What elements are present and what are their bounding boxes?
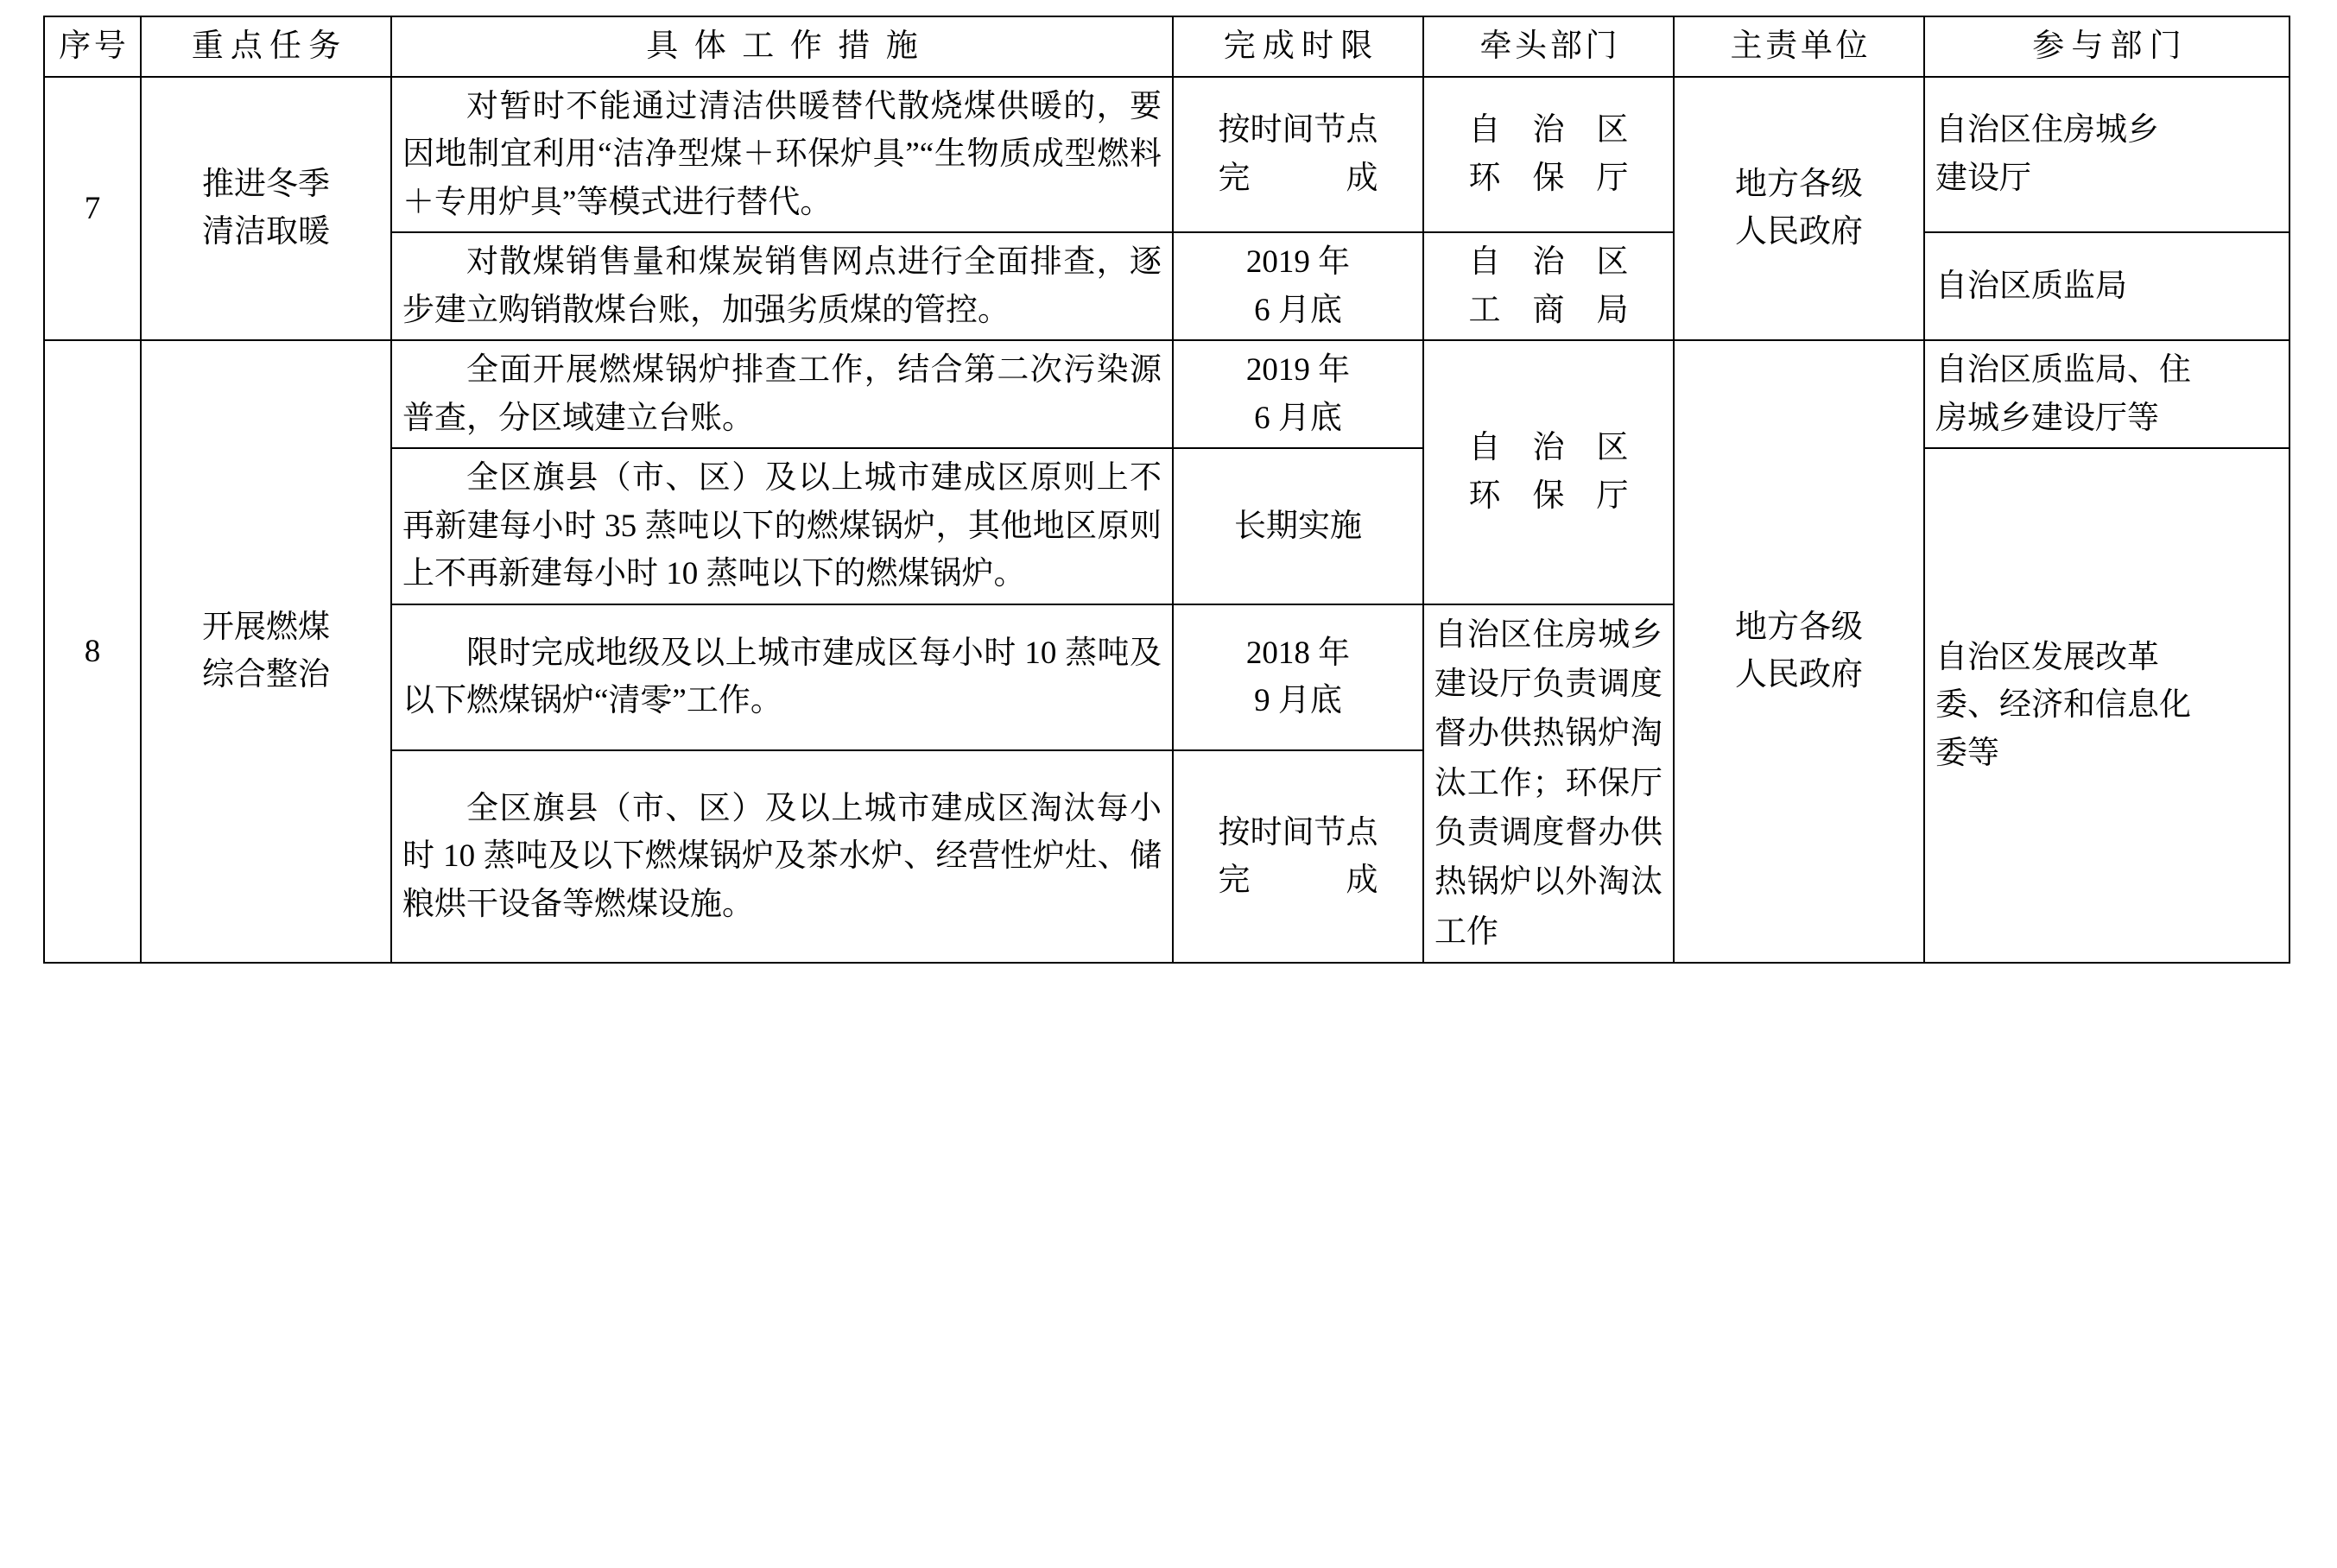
row8-sub1-deadline-line1: 2019 年 bbox=[1245, 352, 1351, 388]
policy-measures-table bbox=[43, 16, 2290, 964]
row7-seq: 7 bbox=[44, 77, 141, 341]
row8-sub3-deadline bbox=[1173, 604, 1423, 751]
row8-sub4-deadline-line1: 按时间节点 bbox=[1218, 814, 1378, 850]
table-body bbox=[44, 77, 2290, 963]
row8-resp-line1: 地方各级 bbox=[1735, 609, 1863, 645]
row8-lead-line2: 环 保 厅 bbox=[1468, 477, 1629, 514]
row7-responsible-unit bbox=[1674, 77, 1924, 341]
row7-sub1-lead-line1: 自 治 区 bbox=[1468, 112, 1629, 149]
table-row bbox=[44, 340, 2290, 448]
row7-resp-line1: 地方各级 bbox=[1735, 166, 1863, 202]
row8-sub1-participating bbox=[1924, 340, 2290, 448]
row8-resp-line2: 人民政府 bbox=[1735, 657, 1863, 693]
row8-participating-group bbox=[1924, 448, 2290, 963]
header-deadline: 完成时限 bbox=[1173, 16, 1423, 77]
row7-sub1-deadline-line1: 按时间节点 bbox=[1218, 112, 1378, 149]
row8-sub1-measure: 全面开展燃煤锅炉排查工作，结合第二次污染源普查，分区域建立台账。 bbox=[391, 340, 1173, 448]
row7-sub2-measure: 对散煤销售量和煤炭销售网点进行全面排查，逐步建立购销散煤台账，加强劣质煤的管控。 bbox=[391, 232, 1173, 340]
row7-sub2-deadline-line1: 2019 年 bbox=[1245, 244, 1351, 280]
row8-part-group-line1: 自治区发展改革 bbox=[1935, 639, 2159, 675]
row7-sub1-participating bbox=[1924, 77, 2290, 233]
header-row bbox=[44, 16, 2290, 77]
row7-sub1-measure: 对暂时不能通过清洁供暖替代散烧煤供暖的，要因地制宜利用“洁净型煤＋环保炉具”“生物质成型燃料＋专用炉具”等模式进行替代。 bbox=[391, 77, 1173, 233]
row7-task-line1: 推进冬季 bbox=[202, 166, 330, 202]
row7-task-line2: 清洁取暖 bbox=[202, 214, 330, 250]
row7-sub2-deadline-line2: 6 月底 bbox=[1254, 292, 1342, 328]
row7-sub1-lead bbox=[1423, 77, 1674, 233]
row8-sub3-deadline-line1: 2018 年 bbox=[1245, 635, 1351, 671]
header-seq: 序号 bbox=[44, 16, 141, 77]
header-measure: 具体工作措施 bbox=[391, 16, 1173, 77]
header-responsible-unit: 主责单位 bbox=[1674, 16, 1924, 77]
row8-task bbox=[141, 340, 391, 963]
row7-sub1-deadline bbox=[1173, 77, 1423, 233]
row7-sub1-part-line2: 建设厅 bbox=[1935, 160, 2031, 196]
row7-sub2-lead-line1: 自 治 区 bbox=[1468, 244, 1629, 280]
row7-sub2-lead bbox=[1423, 232, 1674, 340]
row8-sub4-deadline bbox=[1173, 750, 1423, 962]
header-lead-dept: 牵头部门 bbox=[1423, 16, 1674, 77]
row7-sub2-lead-line2: 工 商 局 bbox=[1468, 292, 1629, 328]
row8-sub2-measure: 全区旗县（市、区）及以上城市建成区原则上不再新建每小时 35 蒸吨以下的燃煤锅炉，其他地区原则上不再新建每小时 10 蒸吨以下的燃煤锅炉。 bbox=[391, 448, 1173, 604]
row7-sub1-lead-line2: 环 保 厅 bbox=[1468, 160, 1629, 196]
row7-task bbox=[141, 77, 391, 341]
row8-sub1-part-line1: 自治区质监局、住 bbox=[1935, 352, 2191, 388]
row7-sub2-deadline bbox=[1173, 232, 1423, 340]
row7-sub2-participating: 自治区质监局 bbox=[1924, 232, 2290, 340]
row7-sub1-part-line1: 自治区住房城乡 bbox=[1935, 112, 2159, 149]
row8-sub2-deadline: 长期实施 bbox=[1173, 448, 1423, 604]
row8-lead-line1: 自 治 区 bbox=[1468, 430, 1629, 466]
row8-sub3-measure: 限时完成地级及以上城市建成区每小时 10 蒸吨及以下燃煤锅炉“清零”工作。 bbox=[391, 604, 1173, 751]
row7-sub1-deadline-line2: 完 成 bbox=[1218, 160, 1378, 196]
row8-sub1-deadline bbox=[1173, 340, 1423, 448]
row8-sub4-deadline-line2: 完 成 bbox=[1218, 863, 1378, 899]
row8-part-group-line3: 委等 bbox=[1935, 735, 1999, 771]
row7-resp-line2: 人民政府 bbox=[1735, 214, 1863, 250]
header-task: 重点任务 bbox=[141, 16, 391, 77]
row8-task-line1: 开展燃煤 bbox=[202, 609, 330, 645]
row8-sub1-part-line2: 房城乡建设厅等 bbox=[1935, 400, 2159, 436]
row8-sub1-deadline-line2: 6 月底 bbox=[1254, 400, 1342, 436]
table-row bbox=[44, 77, 2290, 233]
row8-sub3-deadline-line2: 9 月底 bbox=[1254, 683, 1342, 719]
row8-responsible-unit bbox=[1674, 340, 1924, 963]
row8-part-group-line2: 委、经济和信息化 bbox=[1935, 687, 2191, 724]
table-header bbox=[44, 16, 2290, 77]
row8-seq: 8 bbox=[44, 340, 141, 963]
row8-sub3-lead: 自治区住房城乡建设厅负责调度督办供热锅炉淘汰工作；环保厅负责调度督办供热锅炉以外淘汰工作 bbox=[1423, 604, 1674, 963]
row8-lead-group bbox=[1423, 340, 1674, 604]
row8-sub4-measure: 全区旗县（市、区）及以上城市建成区淘汰每小时 10 蒸吨及以下燃煤锅炉及茶水炉、经营性炉灶、储粮烘干设备等燃煤设施。 bbox=[391, 750, 1173, 962]
header-participating-dept: 参与部门 bbox=[1924, 16, 2290, 77]
row8-task-line2: 综合整治 bbox=[202, 657, 330, 693]
